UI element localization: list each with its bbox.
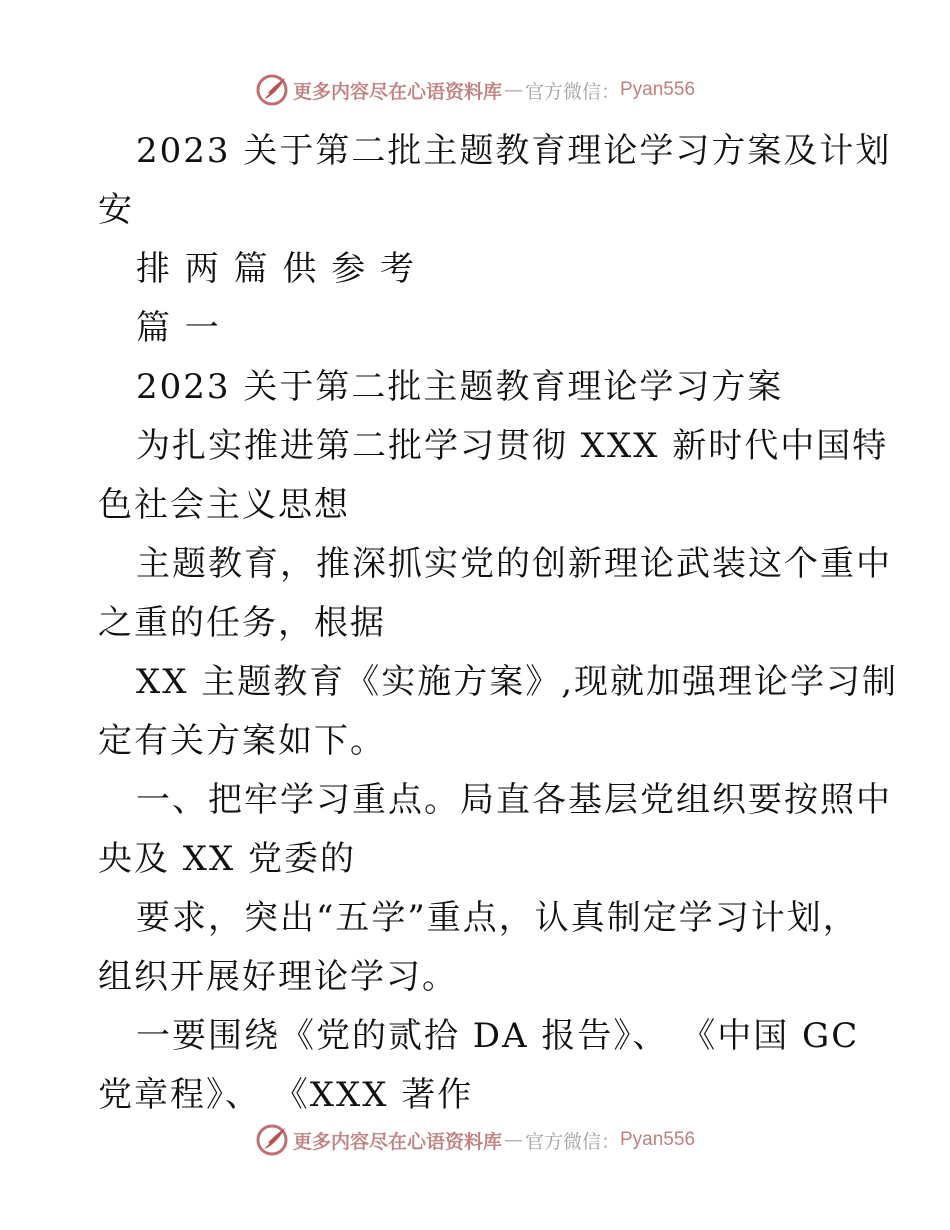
paragraph-line: 定有关方案如下。: [98, 721, 386, 761]
watermark-separator: —: [503, 1129, 523, 1151]
title-line-1: 2023 关于第二批主题教育理论学习方案及计划: [136, 131, 892, 171]
watermark-wechat-label: 官方微信：: [524, 1130, 620, 1153]
paragraph-line: 一、把牢学习重点。局直各基层党组织要按照中: [136, 780, 892, 820]
subtitle-line: 2023 关于第二批主题教育理论学习方案: [136, 367, 784, 407]
watermark-wechat-id: Pyan556: [620, 79, 696, 100]
paragraph-line: 一要围绕《党的贰拾 DA 报告》、 《中国 GC: [136, 1016, 860, 1056]
section-heading: 篇 一: [136, 308, 221, 348]
title-line-2: 安: [98, 190, 134, 230]
paragraph-line: 色社会主义思想: [98, 485, 350, 525]
watermark-footer: [0, 1120, 950, 1160]
watermark-wechat-id: Pyan556: [620, 1129, 696, 1150]
watermark-header: [0, 70, 950, 110]
paragraph-line: 央及 XX 党委的: [98, 839, 357, 879]
watermark-main-text: 更多内容尽在心语资料库: [292, 1130, 502, 1153]
quill-logo-icon: [255, 73, 289, 107]
paragraph-line: 主题教育，推深抓实党的创新理论武装这个重中: [136, 544, 892, 584]
quill-logo-icon: [255, 1123, 289, 1157]
watermark-wechat-label: 官方微信：: [524, 80, 620, 103]
paragraph-line: XX 主题教育《实施方案》,现就加强理论学习制: [136, 662, 899, 702]
paragraph-line: 为扎实推进第二批学习贯彻 XXX 新时代中国特: [136, 426, 889, 466]
watermark-main-text: 更多内容尽在心语资料库: [292, 80, 502, 103]
document-body: [98, 122, 899, 1125]
title-line-3: 排 两 篇 供 参 考: [136, 249, 417, 289]
paragraph-line: 组织开展好理论学习。: [98, 957, 458, 997]
watermark-separator: —: [503, 79, 523, 101]
paragraph-line: 党章程》、 《XXX 著作: [98, 1075, 474, 1115]
paragraph-line: 之重的任务，根据: [98, 603, 386, 643]
paragraph-line: 要求，突出“五学”重点，认真制定学习计划，: [136, 898, 859, 938]
